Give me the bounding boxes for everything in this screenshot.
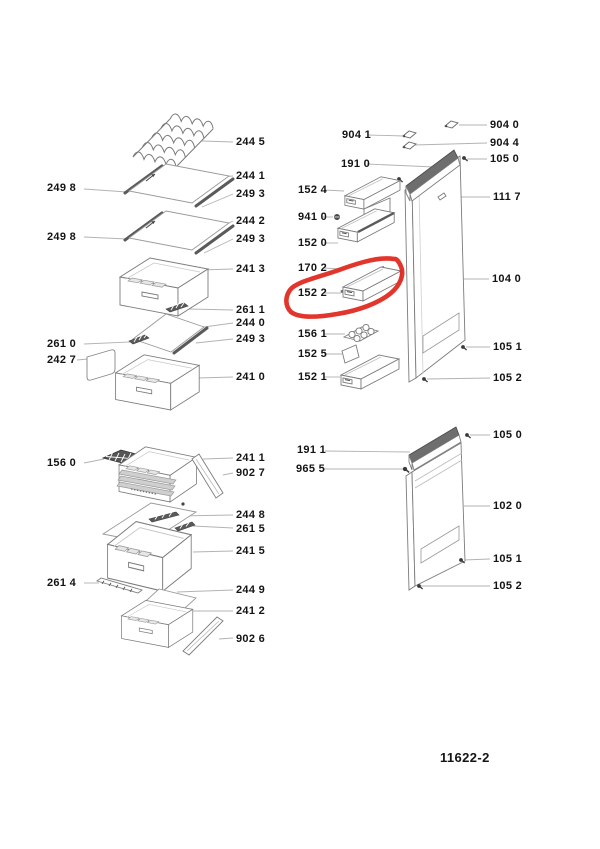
part-label-191-1: 191 1 xyxy=(297,444,327,456)
part-label-241-3: 241 3 xyxy=(236,263,266,275)
part-label-105-1: 105 1 xyxy=(493,341,523,353)
part-label-156-0: 156 0 xyxy=(47,457,77,469)
part-label-152-1: 152 1 xyxy=(298,371,328,383)
part-label-241-2: 241 2 xyxy=(236,605,266,617)
part-label-261-5: 261 5 xyxy=(236,523,266,535)
part-label-152-0: 152 0 xyxy=(298,237,328,249)
part-clip-904-1 xyxy=(403,131,416,138)
part-label-902-6: 902 6 xyxy=(236,633,266,645)
part-label-965-5: 965 5 xyxy=(296,463,326,475)
part-label-105-1: 105 1 xyxy=(493,553,523,565)
part-label-242-7: 242 7 xyxy=(47,354,77,366)
part-screw-105-0-bottom xyxy=(465,433,471,438)
part-label-105-2: 105 2 xyxy=(493,580,523,592)
part-label-244-5: 244 5 xyxy=(236,136,266,148)
part-label-241-5: 241 5 xyxy=(236,545,266,557)
part-label-111-7: 111 7 xyxy=(493,191,521,203)
part-screw-105-2-bottom xyxy=(417,584,423,589)
part-drawer-241-2 xyxy=(121,600,192,647)
part-label-261-4: 261 4 xyxy=(47,577,77,589)
part-label-156-1: 156 1 xyxy=(298,328,328,340)
part-label-904-4: 904 4 xyxy=(490,137,520,149)
part-label-249-8: 249 8 xyxy=(47,182,77,194)
part-screw-105-0-top xyxy=(462,156,468,161)
part-plate-152-5 xyxy=(342,345,359,363)
part-egg-tray-156-1 xyxy=(344,324,378,341)
part-label-904-1: 904 1 xyxy=(342,129,372,141)
part-shelf-244-1 xyxy=(125,164,233,206)
part-label-941-0: 941 0 xyxy=(298,211,328,223)
part-drawer-241-0 xyxy=(116,355,200,410)
part-label-241-1: 241 1 xyxy=(236,452,266,464)
part-screw-965-5 xyxy=(403,467,409,473)
part-screw-105-2-top xyxy=(422,377,428,382)
part-label-105-0: 105 0 xyxy=(490,153,520,165)
part-clip-904-0 xyxy=(445,121,458,128)
part-label-244-8: 244 8 xyxy=(236,509,266,521)
part-label-102-0: 102 0 xyxy=(493,500,523,512)
part-label-244-2: 244 2 xyxy=(236,215,266,227)
part-clip-904-4 xyxy=(403,142,416,149)
part-shelf-152-2 xyxy=(343,267,401,301)
part-label-152-2: 152 2 xyxy=(298,287,328,299)
part-label-105-2: 105 2 xyxy=(493,372,523,384)
part-screw-941-0 xyxy=(334,214,340,220)
part-label-244-9: 244 9 xyxy=(236,584,266,596)
part-drawer-241-3 xyxy=(120,258,208,316)
part-label-249-3: 249 3 xyxy=(236,233,266,245)
part-label-261-1: 261 1 xyxy=(236,304,266,316)
part-label-191-0: 191 0 xyxy=(341,158,371,170)
part-label-152-4: 152 4 xyxy=(298,184,328,196)
part-label-170-2: 170 2 xyxy=(298,262,328,274)
part-label-249-3: 249 3 xyxy=(236,333,266,345)
part-cover-242-7 xyxy=(87,350,115,380)
part-label-152-5: 152 5 xyxy=(298,348,328,360)
part-label-244-1: 244 1 xyxy=(236,170,266,182)
part-label-261-0: 261 0 xyxy=(47,338,77,350)
part-screw-105-1-top xyxy=(461,345,467,350)
part-label-241-0: 241 0 xyxy=(236,371,266,383)
part-shelf-244-0 xyxy=(133,314,207,353)
document-number: 11622-2 xyxy=(440,750,490,765)
part-label-244-0: 244 0 xyxy=(236,317,266,329)
part-label-249-3: 249 3 xyxy=(236,188,266,200)
part-label-904-0: 904 0 xyxy=(490,119,520,131)
part-tray-152-4 xyxy=(345,177,400,209)
part-label-105-0: 105 0 xyxy=(493,429,523,441)
part-bottle-rack-244-5 xyxy=(133,114,213,167)
part-label-104-0: 104 0 xyxy=(492,273,522,285)
part-label-249-8: 249 8 xyxy=(47,231,77,243)
part-label-902-7: 902 7 xyxy=(236,467,266,479)
